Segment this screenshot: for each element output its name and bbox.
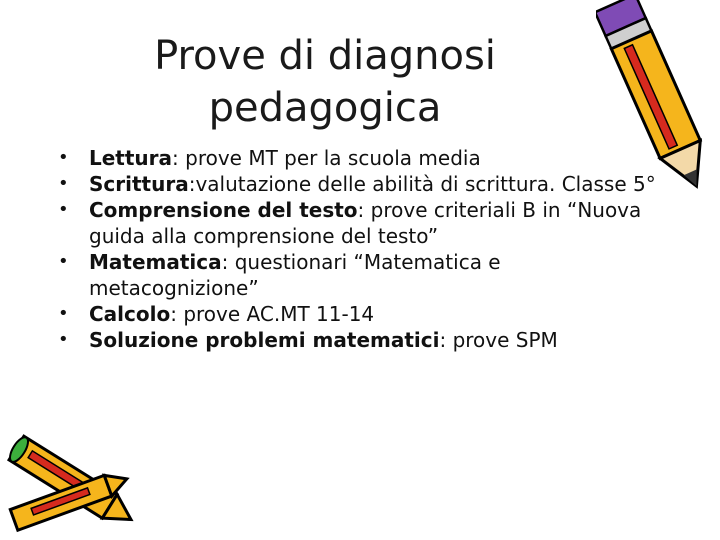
bullet-icon: • bbox=[58, 199, 69, 220]
bullet-icon: • bbox=[58, 173, 69, 194]
bullet-item-comprensione bbox=[56, 197, 656, 249]
bullet-icon: • bbox=[58, 147, 69, 168]
bullet-text: : prove MT per la scuola media bbox=[172, 146, 481, 170]
bullet-text: : prove SPM bbox=[439, 328, 558, 352]
bullet-item-scrittura bbox=[56, 171, 656, 197]
bullet-term: Comprensione del testo bbox=[89, 198, 358, 222]
bullet-term: Lettura bbox=[89, 146, 173, 170]
bullet-icon: • bbox=[58, 303, 69, 324]
bullet-list bbox=[56, 145, 656, 353]
bullet-term: Calcolo bbox=[89, 302, 171, 326]
bullet-term: Soluzione problemi matematici bbox=[89, 328, 440, 352]
crayons-icon bbox=[0, 430, 140, 540]
bullet-item-lettura bbox=[56, 145, 656, 171]
bullet-item-problemi bbox=[56, 327, 656, 353]
bullet-item-calcolo bbox=[56, 301, 656, 327]
bullet-icon: • bbox=[58, 251, 69, 272]
bullet-icon: • bbox=[58, 329, 69, 350]
bullet-text: : questionari “Matematica e metacognizione” bbox=[89, 250, 501, 300]
pencil-icon bbox=[596, 0, 720, 200]
bullet-term: Scrittura bbox=[89, 172, 189, 196]
slide-title bbox=[110, 30, 540, 134]
title-line-1: Prove di diagnosi bbox=[154, 33, 496, 79]
bullet-text: :valutazione delle abilità di scrittura. Classe 5° bbox=[188, 172, 656, 196]
bullet-term: Matematica bbox=[89, 250, 222, 274]
bullet-item-matematica bbox=[56, 249, 656, 301]
bullet-text: : prove criteriali B in “Nuova guida alla comprensione del testo” bbox=[89, 198, 642, 248]
title-line-2: pedagogica bbox=[208, 85, 442, 131]
bullet-text: : prove AC.MT 11-14 bbox=[170, 302, 375, 326]
